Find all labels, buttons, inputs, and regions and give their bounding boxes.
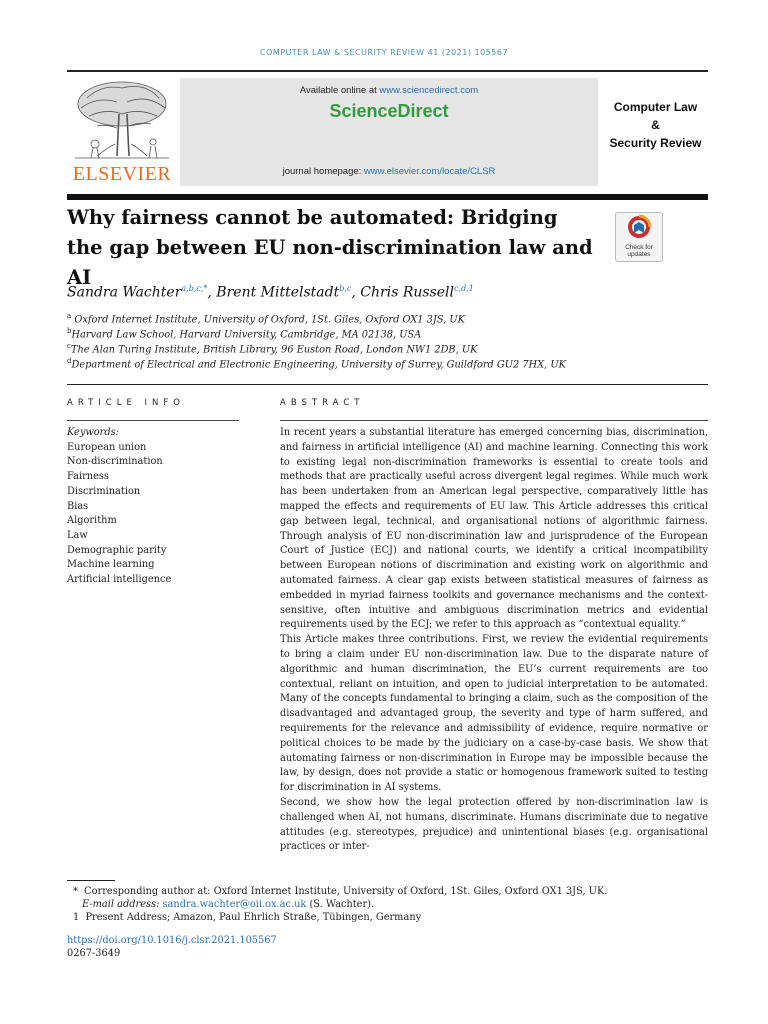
author-list [67, 284, 708, 301]
author-name[interactable]: Brent Mittelstadt [216, 284, 340, 301]
email-label: E-mail address: [82, 899, 160, 910]
section-divider [67, 384, 708, 385]
author-separator: , [351, 284, 361, 301]
journal-cover-line3: Security Review [609, 136, 702, 150]
abstract-paragraph: This Article makes three contributions. First, we review the evidential requirements to bring a claim under EU non-discrimination law. Due to the disparate nature of algorithmic and human discrimination, the EU’s current requirements are too contextual, reliant on intuition, and open to judicial interpretation to be automated. Many of the concepts fundamental to bringing a claim, such as the composition of the disadvantaged and advantaged group, the severity and type of harm suffered, and requirements for the relevance and admissibility of evidence, require normative or political choices to be made by the judiciary on a case-by-case basis. We show that automating fairness or non-discrimination in Europe may be impossible because the law, by design, does not provide a static or homogenous framework suited to testing for discrimination in AI systems. [280, 634, 708, 794]
journal-reference: COMPUTER LAW & SECURITY REVIEW 41 (2021) 105567 [259, 48, 509, 57]
affiliation-mark: b [67, 327, 72, 335]
elsevier-logo[interactable] [67, 78, 177, 186]
footnote-mark: * [73, 886, 78, 897]
affiliation-mark: d [67, 357, 72, 365]
available-online-label: Available online at [299, 85, 380, 96]
keyword[interactable]: Non-discrimination [67, 456, 163, 468]
author-affil-marks[interactable]: c,d,1 [454, 284, 474, 293]
article-info-heading: ARTICLE INFO [67, 398, 185, 408]
elsevier-wordmark: ELSEVIER [72, 163, 172, 185]
affiliation [67, 327, 708, 340]
keyword[interactable]: Bias [67, 500, 89, 512]
available-online-line [180, 85, 598, 96]
elsevier-tree-icon [67, 78, 177, 164]
keyword[interactable]: European union [67, 441, 147, 453]
affiliation-text: Department of Electrical and Electronic Engineering, University of Surrey, Guildford GU2 7HX, UK [71, 359, 566, 371]
journal-cover[interactable] [603, 78, 708, 186]
corresponding-author-text: Corresponding author at: Oxford Internet Institute, University of Oxford, 1St. Giles, Oxford OX1 3JS, UK. [84, 886, 608, 897]
keyword[interactable]: Algorithm [67, 515, 117, 527]
affiliation-text: The Alan Turing Institute, British Library, 96 Euston Road, London NW1 2DB, UK [70, 344, 478, 356]
journal-homepage-link[interactable]: www.elsevier.com/locate/CLSR [363, 166, 496, 177]
keyword[interactable]: Machine learning [67, 559, 155, 571]
affiliation [67, 312, 708, 325]
affiliation-mark: a [67, 312, 72, 320]
footnote-divider [67, 880, 115, 881]
author-name[interactable]: Chris Russell [360, 284, 454, 301]
keywords-label: Keywords: [67, 427, 119, 438]
email-link[interactable]: sandra.wachter@oii.ox.ac.uk [162, 899, 307, 910]
keyword[interactable]: Artificial intelligence [67, 574, 172, 586]
check-updates-line1: Check for [625, 244, 653, 251]
keyword[interactable]: Law [67, 529, 88, 541]
keyword[interactable]: Demographic parity [67, 544, 167, 556]
keyword[interactable]: Fairness [67, 471, 109, 483]
article-info-divider [67, 420, 239, 421]
affiliation [67, 357, 708, 370]
author-affil-marks[interactable]: a,b,c,* [181, 284, 208, 293]
doi-link[interactable]: https://doi.org/10.1016/j.clsr.2021.105567 [67, 935, 277, 946]
corresponding-author-note [67, 885, 708, 898]
affiliation-text: Oxford Internet Institute, University of Oxford, 1St. Giles, Oxford OX1 3JS, UK [74, 314, 465, 326]
check-updates-icon [616, 213, 662, 243]
journal-homepage-label: journal homepage: [282, 166, 364, 177]
sciencedirect-link[interactable]: www.sciencedirect.com [379, 85, 479, 96]
abstract-paragraph: In recent years a substantial literature has emerged concerning bias, discrimination, and fairness in artificial intelligence (AI) and machine learning. Connecting this work to existing legal non-discrimination frameworks is essential to create tools and methods that are practically useful across divergent legal regimes. While much work has been undertaken from an American legal perspective, comparatively little has mapped the effects and requirements of EU law. This Article addresses this critical gap between legal, technical, and organisational notions of algorithmic fairness. Through analysis of EU non-discrimination law and jurisprudence of the European Court of Justice (ECJ) and national courts, we identify a critical incompatibility between European notions of discrimination and existing work on algorithmic and automated fairness. A clear gap exists between statistical measures of fairness as embedded in myriad fairness toolkits and governance mechanisms and the context-sensitive, often intuitive and ambiguous discrimination metrics and evidential requirements used by the ECJ; we refer to this approach as “contextual equality.” [280, 427, 708, 631]
check-updates-line2: updates [627, 251, 651, 258]
journal-homepage-line [180, 166, 598, 177]
journal-cover-line1: Computer Law [613, 100, 698, 114]
affiliation [67, 342, 708, 355]
abstract-paragraph: Second, we show how the legal protection offered by non-discrimination law is challenged when AI, not humans, discriminate. Humans discriminate due to negative attitudes (e.g. stereotypes, prejudice) and unintentional biases (e.g. organisational practices or inter- [280, 796, 708, 853]
author-name[interactable]: Sandra Wachter [67, 284, 182, 301]
author-affil-marks[interactable]: b,c [339, 284, 352, 293]
email-note [67, 898, 708, 911]
abstract-heading: ABSTRACT [280, 398, 365, 408]
affiliation-mark: c [67, 342, 71, 350]
top-divider [67, 70, 708, 72]
keywords-list [67, 426, 257, 588]
present-address-note [67, 911, 708, 924]
check-for-updates-button[interactable] [615, 212, 663, 262]
footnote-mark: 1 [73, 912, 80, 923]
abstract-divider [280, 420, 708, 421]
issn: 0267-3649 [67, 948, 121, 959]
author-separator: , [207, 284, 217, 301]
footnotes [67, 885, 708, 924]
article-title: Why fairness cannot be automated: Bridging the gap between EU non-discrimination law and AI [67, 206, 593, 289]
sciencedirect-banner [180, 78, 598, 186]
email-suffix: (S. Wachter). [306, 899, 375, 910]
affiliation-text: Harvard Law School, Harvard University, Cambridge, MA 02138, USA [71, 329, 422, 341]
check-updates-label [616, 244, 662, 258]
present-address-text: Present Address; Amazon, Paul Ehrlich Straße, Tübingen, Germany [85, 912, 422, 923]
journal-cover-line2: & [651, 118, 660, 132]
keyword[interactable]: Discrimination [67, 485, 141, 497]
sciencedirect-brand[interactable]: ScienceDirect [329, 101, 449, 121]
header-divider [67, 194, 708, 200]
abstract-body [280, 426, 708, 855]
